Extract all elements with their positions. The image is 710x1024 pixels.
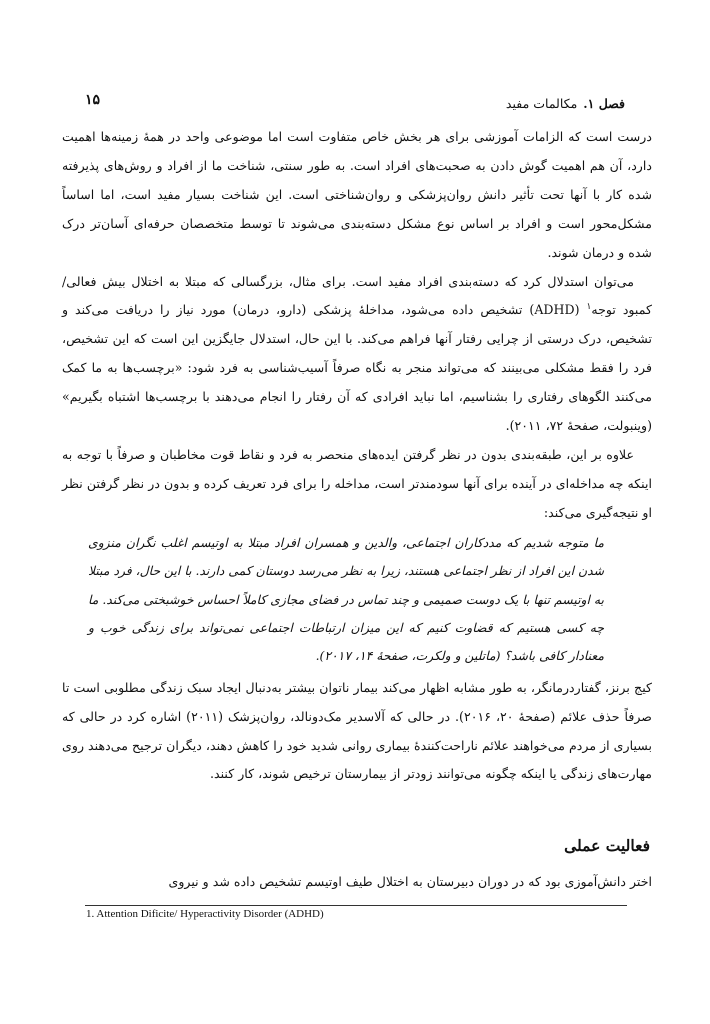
block-quote: ما متوجه شدیم که مددکاران اجتماعی، والدین و همسران افراد مبتلا به اوتیسم اغلب نگران منزوی شدن این افراد از نظر اجتماعی هستند، زیرا به نظر می‌رسد دوستان کمی دارند. با این حال، فرد مبتلا به اوتیسم تنها با یک دوست صمیمی و چند تماس در فضای مجازی کاملاً احساس خوشبختی می‌کند. ما چه کسی هستیم که قضاوت کنیم که این میزان ارتباطات اجتماعی نمی‌تواند برای زندگی خوب و معنادار کافی باشد؟ (ماتلین و ولکرت، صفحهٔ ۱۴، ۲۰۱۷). — [88, 534, 604, 664]
footnote-reference: ۱ — [586, 302, 592, 313]
paragraph-1: درست است که الزامات آموزشی برای هر بخش خاص متفاوت است اما موضوعی واحد در همهٔ زمینه‌ها اهمیت دارد، آن هم اهمیت گوش دادن به صحبت‌های افراد است. به طور سنتی، شناخت ما از افراد و روش‌های پذیرفته شده کار با آنها تحت تأثیر دانش روان‌پزشکی و روان‌شناختی است. این شناخت بسیار مفید است، اما اساساً مشکل‌محور است و افراد بر اساس نوع مشکل دسته‌بندی می‌شوند تا توسط متخصصان حرفه‌ای آسان‌تر درک شده و درمان شوند. — [62, 129, 652, 260]
page-number: ۱۵ — [85, 92, 101, 108]
paragraph-2 — [62, 268, 652, 441]
paragraph-2-start: می‌توان استدلال کرد که دسته‌بندی افراد مفید است. برای مثال، بزرگسالی که مبتلا به اختلال بیش فعالی/ کمبود توجه — [62, 273, 653, 318]
chapter-title: مکالمات مفید — [505, 95, 578, 111]
footnote-divider — [85, 905, 627, 906]
paragraph-3: علاوه بر این، طبقه‌بندی بدون در نظر گرفتن ایده‌های منحصر به فرد و نقاط قوت مخاطبان و صرفاً با توجه به اینکه چه مداخله‌ای در آینده برای آنها سودمندتر است، مداخله را برای فرد تعریف کرده و بدون در نظر گرفتن نظر او نتیجه‌گیری می‌کند: — [62, 446, 652, 520]
running-header — [85, 92, 625, 114]
paragraph-2-rest: (ADHD) تشخیص داده می‌شود، مداخلهٔ پزشکی (دارو، درمان) مورد نیاز را دریافت می‌کند و تشخیص، درک درستی از چرایی رفتار آنها فراهم می‌کند. با این حال، استدلال جایگزین این است که این تشخیص، فرد را فقط مشکلی می‌بینند که می‌تواند منجر به نگاه صرفاً آسیب‌شناسی به فرد شود: «برچسب‌ها به ما کمک می‌کنند الگوهای رفتاری را بشناسیم، اما نباید افرادی که آن رفتار را انجام می‌دهند با برچسب‌ها اشتباه بگیریم» (وینبولت، صفحهٔ ۷۲، ۲۰۱۱). — [62, 302, 652, 434]
footnote: 1. Attention Dificite/ Hyperactivity Disorder (ADHD) — [86, 908, 324, 920]
paragraph-4: کیج برنز، گفتاردرمانگر، به طور مشابه اظهار می‌کند بیمار ناتوان بیشتر به‌دنبال ایجاد سبک زندگی مطلوبی است تا صرفاً حذف علائم (صفحهٔ ۲۰، ۲۰۱۶). در حالی که آلاسدیر مک‌دونالد، روان‌پزشک (۲۰۱۱) اشاره کرد در حالی که بسیاری از مردم می‌خواهند علائم ناراحت‌کنندهٔ بیماری روانی شدید خود را کاهش دهند، دیگران ترجیح می‌دهند روی مهارت‌های زندگی یا اینکه چگونه می‌توانند زودتر از بیمارستان ترخیص شوند، کار کنند. — [62, 679, 652, 782]
main-text — [62, 123, 652, 789]
section-first-line: اختر دانش‌آموزی بود که در دوران دبیرستان به اختلال طیف اوتیسم تشخیص داده شد و نیروی — [168, 874, 652, 889]
section-heading: فعالیت عملی — [564, 836, 650, 855]
chapter-label: فصل ۱. — [583, 95, 625, 111]
